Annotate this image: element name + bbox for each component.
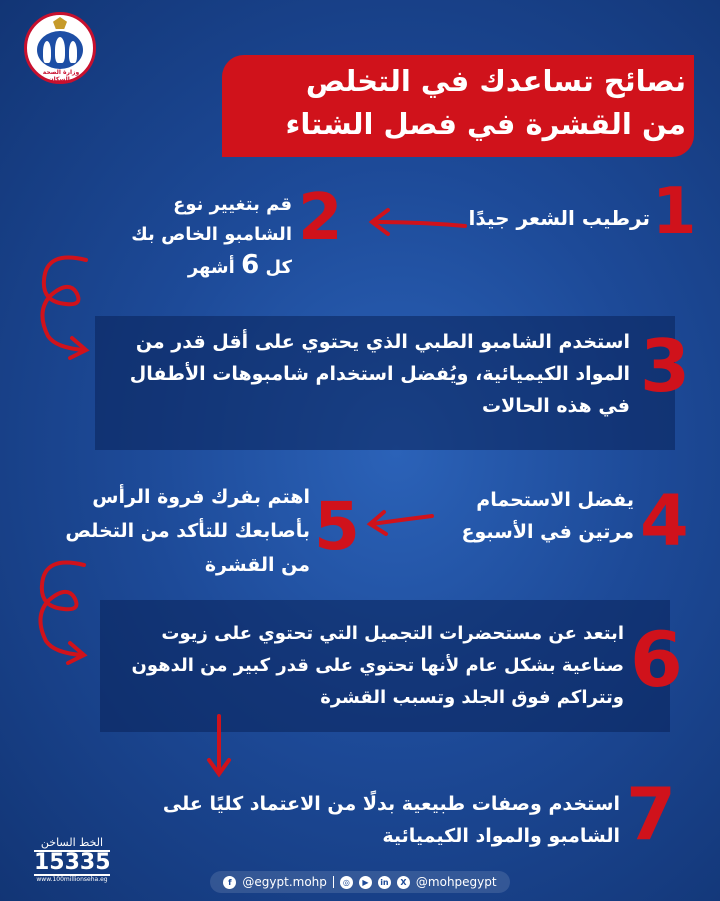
hotline-url: www.100millionseha.eg [36, 876, 108, 883]
instagram-icon[interactable]: ◎ [340, 876, 353, 889]
tip-2-line-3 [120, 250, 292, 283]
tip-6-line-2: صناعية بشكل عام لأنها تحتوي على قدر كبير من الدهون [131, 655, 624, 676]
curly-arrow-icon [22, 555, 102, 665]
tip-2-text [120, 190, 292, 283]
tip-5-line-2: بأصابعك للتأكد من التخلص [65, 520, 310, 542]
curly-arrow-icon [26, 250, 106, 360]
youtube-icon[interactable]: ▶ [359, 876, 372, 889]
title-line-2: من القشرة في فصل الشتاء [285, 107, 686, 141]
tip-5-line-3: من القشرة [204, 554, 310, 576]
title-line-1: نصائح تساعدك في التخلص [305, 64, 686, 98]
tip-3-text [100, 326, 630, 422]
x-icon[interactable]: X [397, 876, 410, 889]
tip-3-number: 3 [640, 324, 691, 408]
tip-6-text [100, 618, 624, 714]
tip-2-line-2: الشامبو الخاص بك [131, 224, 292, 245]
tip-2-months: أشهر [187, 257, 235, 278]
tip-2-line-1: قم بتغيير نوع [173, 194, 292, 215]
logo-text: وزارة الصحة والسكان [42, 69, 80, 83]
tip-1-number: 1 [652, 175, 697, 249]
tip-3-line-3: في هذه الحالات [482, 395, 630, 417]
page-title [266, 60, 686, 146]
arrow-left-icon [360, 200, 470, 244]
tip-2-every: كل [265, 257, 292, 278]
tip-4-number: 4 [640, 480, 689, 562]
tip-2-number: 2 [298, 181, 343, 255]
tip-6-line-1: ابتعد عن مستحضرات التجميل التي تحتوي على زيوت [161, 623, 624, 644]
tip-6-number: 6 [630, 615, 683, 704]
tip-6-line-3: وتتراكم فوق الجلد وتسبب القشرة [320, 687, 624, 708]
tip-5-number: 5 [314, 488, 360, 565]
tip-7-line-1: استخدم وصفات طبيعية بدلًا من الاعتماد كليًا على [162, 793, 620, 815]
tip-5-line-1: اهتم بفرك فروة الرأس [92, 486, 310, 508]
hotline-label: الخط الساخن [40, 836, 104, 849]
divider [333, 876, 334, 888]
tip-4-line-2: مرتين في الأسبوع [461, 521, 634, 543]
family-icon [37, 31, 83, 69]
arrow-left-icon [360, 502, 436, 542]
ministry-logo [24, 12, 96, 84]
tip-7-line-2: الشامبو والمواد الكيميائية [382, 825, 620, 847]
hotline-number: 15335 [34, 850, 111, 875]
tip-4-text [430, 484, 634, 548]
linkedin-icon[interactable]: in [378, 876, 391, 889]
tip-2-six: 6 [241, 250, 260, 280]
arrow-down-icon [204, 712, 234, 782]
tip-7-text [100, 788, 620, 852]
tip-7-number: 7 [626, 772, 677, 856]
tip-3-line-2: المواد الكيميائية، ويُفضل استخدام شامبوهات الأطفال [129, 363, 630, 385]
other-handle[interactable]: @mohpegypt [415, 875, 497, 889]
social-bar [210, 871, 510, 893]
tip-1-text: ترطيب الشعر جيدًا [468, 206, 650, 230]
facebook-handle[interactable]: @egypt.mohp [242, 875, 327, 889]
tip-3-line-1: استخدم الشامبو الطبي الذي يحتوي على أقل قدر من [135, 331, 630, 353]
tip-4-line-1: يفضل الاستحمام [476, 489, 634, 511]
facebook-icon[interactable]: f [223, 876, 236, 889]
eagle-icon [53, 17, 67, 29]
